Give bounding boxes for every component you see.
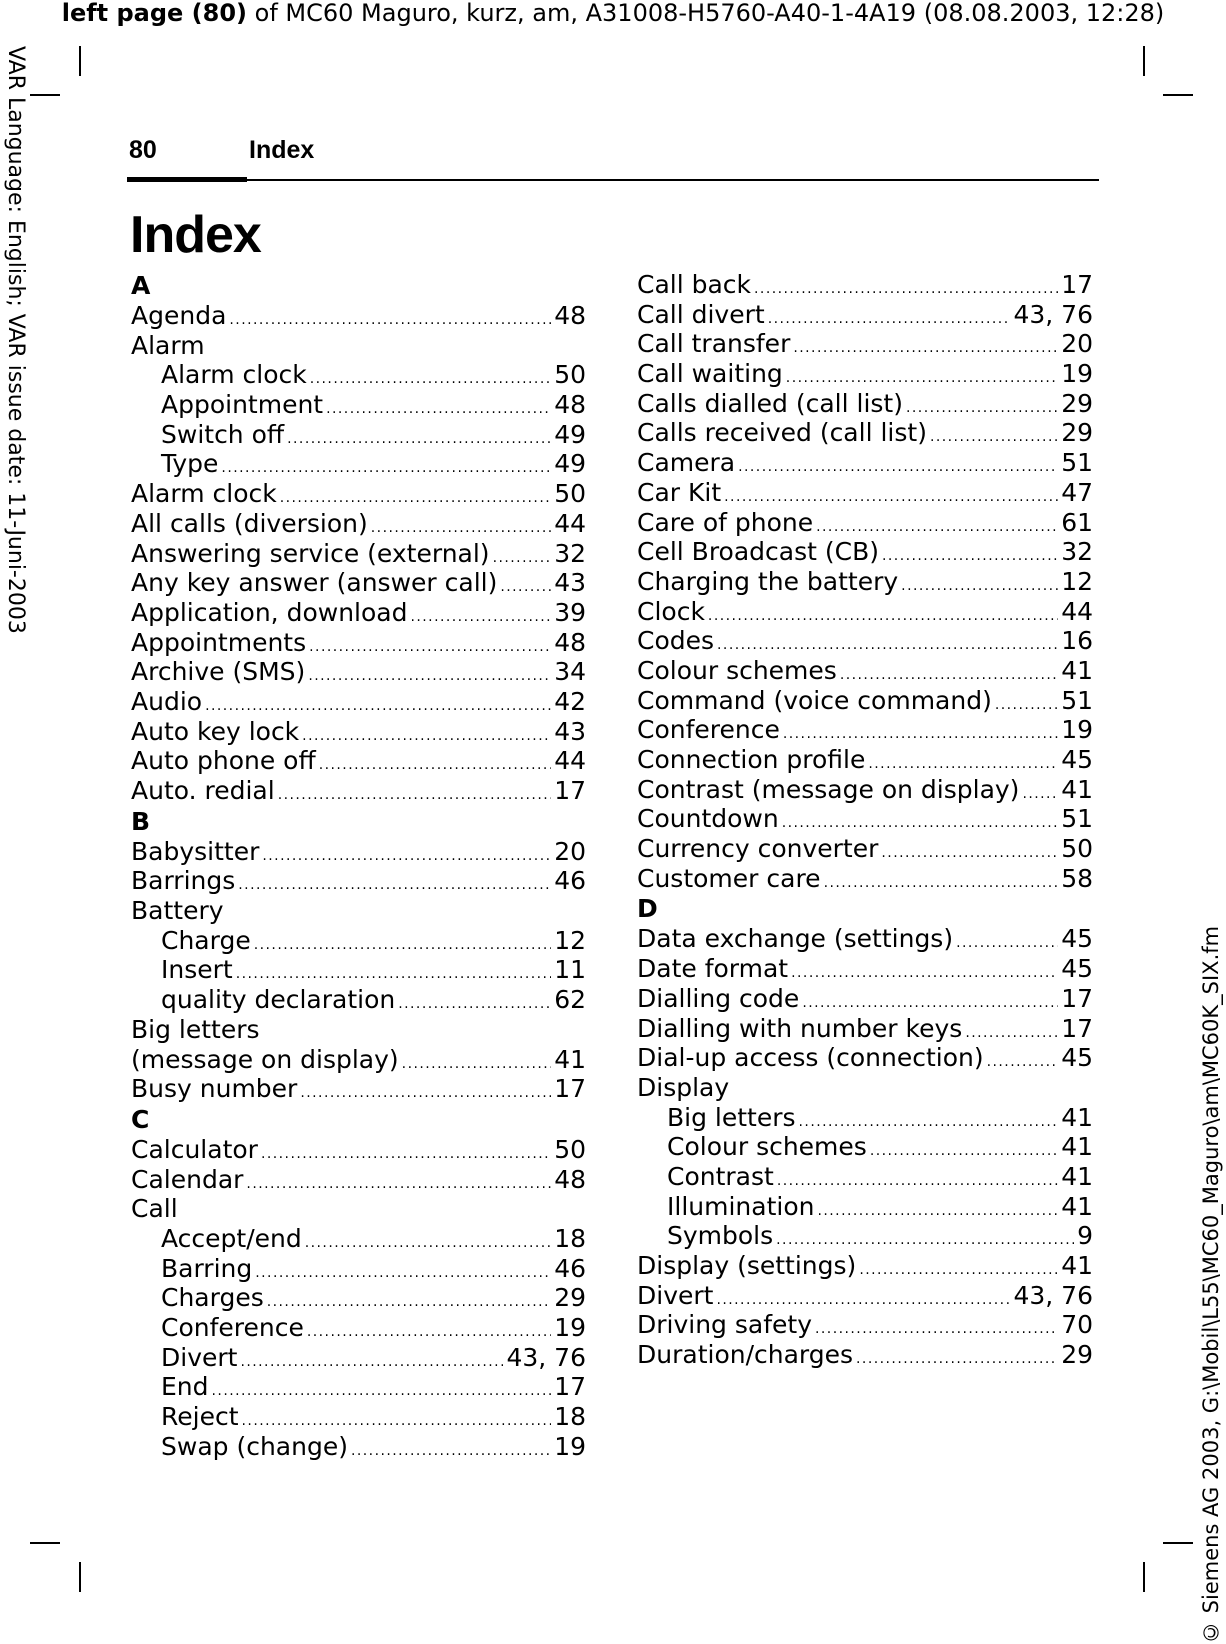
dot-leader xyxy=(246,1165,551,1200)
index-page-ref: 43 xyxy=(554,716,586,746)
index-term: Alarm clock xyxy=(161,360,307,390)
index-term: All calls (diversion) xyxy=(131,508,368,538)
index-page-ref: 43 xyxy=(554,568,586,598)
index-entry xyxy=(131,598,586,628)
document-header-page: left page (80) xyxy=(61,0,248,27)
dot-leader xyxy=(278,776,551,811)
running-header xyxy=(127,132,1099,182)
index-page-ref: 45 xyxy=(1061,954,1093,984)
crop-mark xyxy=(1143,1562,1145,1592)
index-entry xyxy=(637,567,1093,597)
index-page-ref: 50 xyxy=(554,360,586,390)
index-term: Divert xyxy=(161,1342,238,1372)
index-subentry xyxy=(131,1402,586,1432)
index-letter-heading: A xyxy=(131,271,151,300)
index-entry xyxy=(637,1043,1093,1073)
index-page-ref: 18 xyxy=(554,1402,586,1432)
index-page-ref: 16 xyxy=(1061,626,1093,656)
index-entry xyxy=(131,776,586,806)
index-page-ref: 41 xyxy=(1061,1161,1093,1191)
index-page-ref: 41 xyxy=(1061,1132,1093,1162)
crop-mark xyxy=(79,46,81,76)
index-term: Babysitter xyxy=(131,836,260,866)
index-term: Countdown xyxy=(637,804,779,834)
index-entry xyxy=(637,1310,1093,1340)
index-page-ref: 32 xyxy=(554,538,586,568)
index-page-ref: 49 xyxy=(554,449,586,479)
index-term: Colour schemes xyxy=(667,1132,867,1162)
index-page-ref: 19 xyxy=(1061,715,1093,745)
index-subentry xyxy=(131,1254,586,1284)
index-page-ref: 43, 76 xyxy=(1013,299,1093,329)
index-page-ref: 45 xyxy=(1061,1043,1093,1073)
index-entry xyxy=(637,834,1093,864)
index-term: Contrast xyxy=(667,1161,774,1191)
index-entry xyxy=(131,746,586,776)
dot-leader xyxy=(229,301,551,336)
index-term: Call transfer xyxy=(637,329,791,359)
index-term: Charging the battery xyxy=(637,566,899,596)
index-entry xyxy=(637,448,1093,478)
side-language-note: VAR Language: English; VAR issue date: 11-Juni-2003 xyxy=(3,46,28,634)
index-page-ref: 51 xyxy=(1061,685,1093,715)
index-term: Divert xyxy=(637,1280,714,1310)
index-page-ref: 44 xyxy=(554,746,586,776)
index-term: Swap (change) xyxy=(161,1431,348,1461)
index-page-ref: 20 xyxy=(1061,329,1093,359)
index-page-ref: 44 xyxy=(554,508,586,538)
index-subentry xyxy=(131,449,586,479)
crop-mark xyxy=(79,1562,81,1592)
index-entry xyxy=(131,479,586,509)
index-page-ref: 19 xyxy=(554,1431,586,1461)
index-page-ref: 43, 76 xyxy=(1013,1280,1093,1310)
index-page-ref: 29 xyxy=(1061,418,1093,448)
index-page-ref: 48 xyxy=(554,390,586,420)
index-entry xyxy=(637,329,1093,359)
index-page-ref: 48 xyxy=(554,1164,586,1194)
dot-leader xyxy=(398,985,551,1020)
index-page-ref: 45 xyxy=(1061,924,1093,954)
index-page-ref: 46 xyxy=(554,866,586,896)
index-page-ref: 34 xyxy=(554,657,586,687)
dot-leader xyxy=(238,866,551,901)
page-title: Index xyxy=(130,206,261,264)
index-entry xyxy=(637,924,1093,954)
index-term: Driving safety xyxy=(637,1310,812,1340)
index-page-ref: 17 xyxy=(1061,1013,1093,1043)
index-subentry xyxy=(637,1132,1093,1162)
index-page-ref: 70 xyxy=(1061,1310,1093,1340)
index-page-ref: 19 xyxy=(554,1313,586,1342)
index-term: Data exchange (settings) xyxy=(637,924,954,954)
index-entry xyxy=(131,509,586,539)
index-subentry xyxy=(637,1221,1093,1251)
index-page-ref: 58 xyxy=(1061,863,1093,893)
index-term: quality declaration xyxy=(161,985,396,1015)
index-term: Barrings xyxy=(131,866,236,896)
index-entry xyxy=(637,478,1093,508)
index-term: Barring xyxy=(161,1253,253,1283)
index-entry xyxy=(637,804,1093,834)
index-page-ref: 51 xyxy=(1061,804,1093,834)
index-page-ref: 20 xyxy=(554,836,586,866)
index-page-ref: 41 xyxy=(1061,1102,1093,1132)
index-subentry xyxy=(637,1162,1093,1192)
index-page-ref: 17 xyxy=(554,1074,586,1104)
index-entry xyxy=(131,866,586,896)
index-entry xyxy=(637,954,1093,984)
index-page-ref: 19 xyxy=(1061,359,1093,389)
index-page-ref: 12 xyxy=(554,925,586,955)
index-term: Charges xyxy=(161,1283,264,1313)
index-page-ref: 41 xyxy=(1061,774,1093,804)
index-entry xyxy=(637,745,1093,775)
index-term: (message on display) xyxy=(131,1044,399,1074)
index-term: Clock xyxy=(637,596,705,626)
index-term: Call divert xyxy=(637,299,765,329)
index-page-ref: 42 xyxy=(554,686,586,716)
index-entry xyxy=(637,300,1093,330)
document-header xyxy=(0,0,1226,28)
index-term: Illumination xyxy=(667,1191,815,1221)
index-entry xyxy=(131,539,586,569)
index-term: Colour schemes xyxy=(637,655,837,685)
index-entry xyxy=(637,359,1093,389)
index-term: Battery xyxy=(131,896,224,926)
side-copyright-note: © Siemens AG 2003, G:\Mobil\L55\MC60_Maguro\am\MC60K_SIX.fm xyxy=(1199,925,1223,1644)
index-subentry xyxy=(131,390,586,420)
index-term: Date format xyxy=(637,954,789,984)
index-entry xyxy=(637,984,1093,1014)
section-name: Index xyxy=(249,136,315,164)
crop-mark xyxy=(30,94,60,96)
index-term: Calendar xyxy=(131,1164,244,1194)
index-page-ref: 45 xyxy=(1061,745,1093,774)
index-subentry xyxy=(637,1103,1093,1133)
index-term: Car Kit xyxy=(637,477,722,507)
index-entry xyxy=(637,1014,1093,1044)
index-term: Calculator xyxy=(131,1134,258,1164)
index-entry xyxy=(131,1165,586,1195)
index-entry xyxy=(637,1340,1093,1370)
index-term: Audio xyxy=(131,686,203,716)
index-term: Care of phone xyxy=(637,507,814,537)
index-term: Call waiting xyxy=(637,359,783,389)
index-term: Accept/end xyxy=(161,1223,302,1253)
dot-leader xyxy=(987,1043,1059,1078)
index-page-ref: 50 xyxy=(1061,834,1093,864)
index-subentry xyxy=(637,1192,1093,1222)
index-entry xyxy=(131,1045,586,1075)
index-subentry xyxy=(131,926,586,956)
index-term: Conference xyxy=(637,715,780,745)
document-header-info: of MC60 Maguro, kurz, am, A31008-H5760-A40-1-4A19 (08.08.2003, 12:28) xyxy=(247,0,1165,27)
index-term: Symbols xyxy=(667,1221,774,1251)
index-page-ref: 41 xyxy=(1061,655,1093,685)
index-entry xyxy=(637,626,1093,656)
index-term: Alarm xyxy=(131,330,205,360)
index-letter-heading: D xyxy=(637,894,658,924)
crop-mark xyxy=(1163,94,1193,96)
index-term: Big letters xyxy=(131,1014,260,1044)
index-entry xyxy=(637,508,1093,538)
index-term: Auto key lock xyxy=(131,716,300,746)
index-letter-heading: C xyxy=(131,1104,150,1134)
index-term: Connection profile xyxy=(637,745,866,774)
index-entry xyxy=(131,837,586,867)
index-term: Switch off xyxy=(161,419,285,449)
index-term: End xyxy=(161,1372,209,1402)
index-term: Auto. redial xyxy=(131,776,275,805)
index-entry xyxy=(131,687,586,717)
index-term: Cell Broadcast (CB) xyxy=(637,537,879,567)
index-term: Archive (SMS) xyxy=(131,657,306,687)
index-term: Dial-up access (connection) xyxy=(637,1043,984,1073)
index-term: Busy number xyxy=(131,1074,298,1104)
index-entry xyxy=(637,656,1093,686)
dot-leader xyxy=(824,864,1059,899)
index-term: Duration/charges xyxy=(637,1340,854,1370)
index-page-ref: 17 xyxy=(554,1372,586,1402)
index-term: Reject xyxy=(161,1402,239,1432)
index-letter-heading: B xyxy=(131,806,151,836)
index-term: Any key answer (answer call) xyxy=(131,568,498,598)
index-entry xyxy=(131,628,586,658)
index-term: Appointment xyxy=(161,390,324,420)
index-page-ref: 32 xyxy=(1061,537,1093,567)
index-page-ref: 44 xyxy=(1061,596,1093,626)
index-page-ref: 62 xyxy=(554,985,586,1015)
index-subentry xyxy=(131,1313,586,1343)
index-term: Charge xyxy=(161,925,251,955)
index-page-ref: 50 xyxy=(554,1134,586,1164)
index-entry xyxy=(131,568,586,598)
index-entry xyxy=(131,717,586,747)
index-page-ref: 47 xyxy=(1061,477,1093,507)
index-page-ref: 39 xyxy=(554,597,586,627)
index-page-ref: 17 xyxy=(554,776,586,805)
index-entry xyxy=(637,537,1093,567)
index-entry xyxy=(131,1135,586,1165)
index-term: Command (voice command) xyxy=(637,685,992,715)
index-entry xyxy=(637,597,1093,627)
index-subentry xyxy=(131,1432,586,1462)
index-term: Type xyxy=(161,449,219,479)
index-page-ref: 9 xyxy=(1077,1221,1093,1251)
index-term: Dialling with number keys xyxy=(637,1013,963,1043)
index-term: Insert xyxy=(161,955,233,985)
index-page-ref: 46 xyxy=(554,1253,586,1283)
index-page-ref: 29 xyxy=(554,1283,586,1313)
crop-mark xyxy=(30,1542,60,1544)
page-number: 80 xyxy=(129,136,157,164)
index-page-ref: 48 xyxy=(554,301,586,330)
index-term: Alarm clock xyxy=(131,479,277,509)
header-rule-accent xyxy=(127,177,247,182)
index-entry xyxy=(637,270,1093,300)
index-page-ref: 51 xyxy=(1061,448,1093,478)
index-subentry xyxy=(131,1224,586,1254)
index-page-ref: 41 xyxy=(1061,1191,1093,1221)
index-term: Display (settings) xyxy=(637,1251,857,1280)
index-subentry xyxy=(131,1343,586,1373)
index-term: Application, download xyxy=(131,597,408,627)
index-term: Call back xyxy=(637,270,752,299)
index-subentry xyxy=(131,1372,586,1402)
index-page-ref: 48 xyxy=(554,627,586,657)
index-page-ref: 29 xyxy=(1061,388,1093,418)
index-term: Call xyxy=(131,1194,178,1224)
index-term: Conference xyxy=(161,1313,304,1342)
crop-mark xyxy=(1143,46,1145,76)
index-entry xyxy=(637,686,1093,716)
index-page-ref: 43, 76 xyxy=(506,1342,586,1372)
index-term: Contrast (message on display) xyxy=(637,774,1020,804)
index-page-ref: 61 xyxy=(1061,507,1093,537)
index-entry xyxy=(637,389,1093,419)
index-term: Currency converter xyxy=(637,834,879,864)
index-entry xyxy=(131,301,586,331)
index-term: Customer care xyxy=(637,863,821,893)
header-rule xyxy=(127,179,1099,181)
index-entry xyxy=(131,657,586,687)
index-page-ref: 11 xyxy=(554,955,586,985)
dot-leader xyxy=(856,1340,1058,1375)
index-page-ref: 50 xyxy=(554,479,586,509)
index-subentry xyxy=(131,955,586,985)
index-term: Calls dialled (call list) xyxy=(637,388,903,418)
index-entry xyxy=(637,418,1093,448)
index-entry xyxy=(637,715,1093,745)
index-term: Display xyxy=(637,1072,730,1102)
index-term: Agenda xyxy=(131,301,227,330)
index-page-ref: 49 xyxy=(554,419,586,449)
index-page-ref: 17 xyxy=(1061,270,1093,299)
index-term: Dialling code xyxy=(637,983,800,1013)
dot-leader xyxy=(300,1074,551,1109)
crop-mark xyxy=(1163,1542,1193,1544)
index-term: Auto phone off xyxy=(131,746,316,776)
index-subentry xyxy=(131,420,586,450)
index-entry xyxy=(637,775,1093,805)
index-entry xyxy=(637,864,1093,894)
index-column-right xyxy=(637,270,1093,1370)
index-page-ref: 29 xyxy=(1061,1340,1093,1370)
index-page-ref: 18 xyxy=(554,1223,586,1253)
index-page-ref: 12 xyxy=(1061,566,1093,596)
index-term: Camera xyxy=(637,448,736,478)
dot-leader xyxy=(351,1432,551,1467)
index-page-ref: 41 xyxy=(554,1044,586,1074)
index-entry xyxy=(637,1281,1093,1311)
index-entry xyxy=(637,1251,1093,1281)
index-term: Appointments xyxy=(131,627,307,657)
index-term: Answering service (external) xyxy=(131,538,490,568)
index-column-left xyxy=(131,270,586,1461)
index-term: Calls received (call list) xyxy=(637,418,927,448)
index-page-ref: 17 xyxy=(1061,983,1093,1013)
index-entry xyxy=(131,1074,586,1104)
index-term: Codes xyxy=(637,626,715,656)
index-subentry xyxy=(131,985,586,1015)
index-subentry xyxy=(131,360,586,390)
index-subentry xyxy=(131,1283,586,1313)
index-term: Big letters xyxy=(667,1102,796,1132)
index-page-ref: 41 xyxy=(1061,1251,1093,1280)
